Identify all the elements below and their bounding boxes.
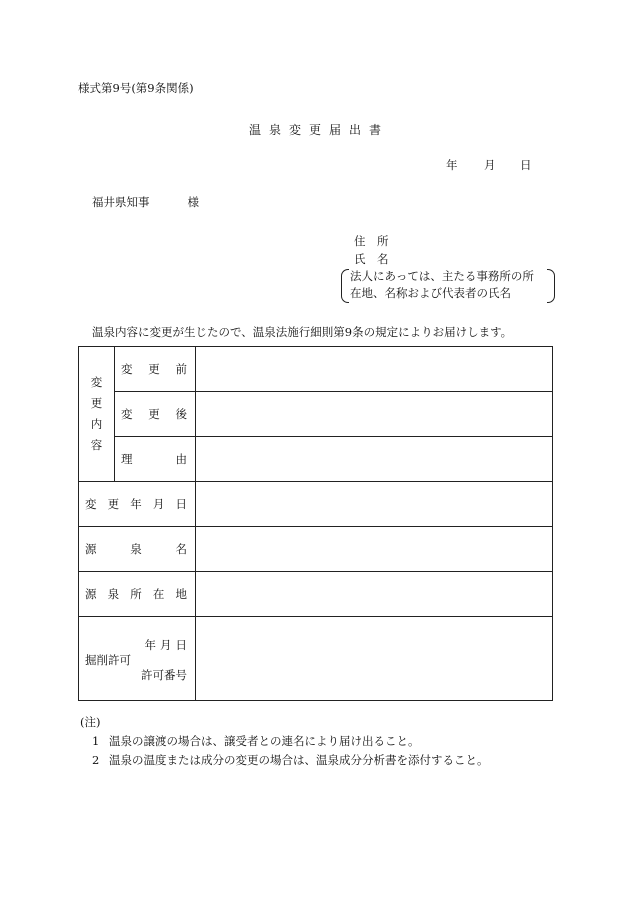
name-label-char: 氏 [354, 252, 366, 266]
note-item [92, 733, 420, 749]
title-char: 書 [369, 123, 382, 137]
permit-number-label: 許可番号 [141, 668, 187, 682]
after-change-label [115, 392, 196, 437]
label-char: 月 [152, 497, 165, 511]
label-char: 泉 [130, 542, 142, 556]
date-line [446, 157, 532, 173]
addressee-honorific: 様 [187, 195, 199, 209]
label-char: 変 [85, 497, 97, 511]
left-bracket [341, 269, 349, 303]
name-label-char: 名 [377, 252, 389, 266]
corporate-note-line: 在地、名称および代表者の氏名 [350, 286, 511, 300]
drilling-permit-field[interactable] [196, 617, 553, 701]
corporate-note-line: 法人にあっては、主たる事務所の所 [350, 269, 534, 283]
title-char: 泉 [268, 123, 281, 137]
before-change-field[interactable] [196, 347, 553, 392]
change-content-label [79, 347, 115, 482]
title-char: 届 [329, 123, 342, 137]
label-char: 地 [175, 587, 187, 601]
label-char: 月 [160, 638, 172, 652]
addressee-name: 福井県知事 [92, 195, 150, 209]
drilling-permit-label [79, 617, 196, 701]
address-label [354, 233, 400, 249]
label-char: 由 [175, 452, 187, 466]
date-day-label: 日 [520, 158, 532, 172]
note-number: 1 [92, 734, 100, 748]
label-char: 在 [152, 587, 165, 601]
source-location-label [79, 572, 196, 617]
vertical-char: 変 [90, 375, 103, 389]
vertical-char: 更 [90, 396, 103, 410]
reason-field[interactable] [196, 437, 553, 482]
corporate-note [341, 268, 555, 302]
vertical-char: 内 [90, 417, 103, 431]
label-char: 年 [130, 497, 142, 511]
note-text: 温泉の温度または成分の変更の場合は、温泉成分分析書を添付すること。 [109, 753, 489, 767]
label-char: 日 [175, 638, 187, 652]
label-char: 日 [175, 497, 187, 511]
label-char: 源 [85, 542, 97, 556]
label-char: 名 [175, 542, 187, 556]
source-name-field[interactable] [196, 527, 553, 572]
label-char: 年 [144, 638, 156, 652]
before-change-label [115, 347, 196, 392]
source-location-field[interactable] [196, 572, 553, 617]
address-label-char: 所 [377, 234, 389, 248]
note-text: 温泉の譲渡の場合は、譲受者との連名により届け出ること。 [109, 734, 420, 748]
address-label-char: 住 [354, 234, 366, 248]
change-date-field[interactable] [196, 482, 553, 527]
right-bracket [547, 269, 555, 303]
change-date-label [79, 482, 196, 527]
name-label [354, 251, 400, 267]
intro-sentence: 温泉内容に変更が生じたので、温泉法施行細則第9条の規定によりお届けします。 [92, 325, 513, 339]
notification-table [78, 346, 553, 701]
label-char: 後 [175, 407, 187, 421]
note-number: 2 [92, 753, 100, 767]
title-char: 変 [288, 123, 301, 137]
label-char: 源 [85, 587, 97, 601]
permit-date-label [141, 637, 188, 653]
label-char: 変 [121, 362, 133, 376]
label-char: 変 [121, 407, 133, 421]
reason-label [115, 437, 196, 482]
label-char: 理 [121, 452, 133, 466]
notes-heading: (注) [80, 715, 101, 729]
date-month-label: 月 [484, 158, 496, 172]
drilling-permit-text: 掘削許可 [85, 653, 131, 667]
document-title [0, 121, 630, 138]
label-char: 泉 [107, 587, 120, 601]
form-number: 様式第9号(第9条関係) [78, 81, 194, 95]
date-year-label: 年 [446, 158, 458, 172]
label-char: 更 [148, 407, 160, 421]
addressee [92, 194, 199, 210]
label-char: 更 [148, 362, 160, 376]
vertical-char: 容 [90, 438, 103, 452]
label-char: 前 [175, 362, 187, 376]
note-item [92, 752, 489, 768]
title-char: 更 [308, 123, 321, 137]
label-char: 更 [107, 497, 120, 511]
source-name-label [79, 527, 196, 572]
after-change-field[interactable] [196, 392, 553, 437]
label-char: 所 [130, 587, 142, 601]
title-char: 温 [248, 123, 261, 137]
title-char: 出 [349, 123, 362, 137]
